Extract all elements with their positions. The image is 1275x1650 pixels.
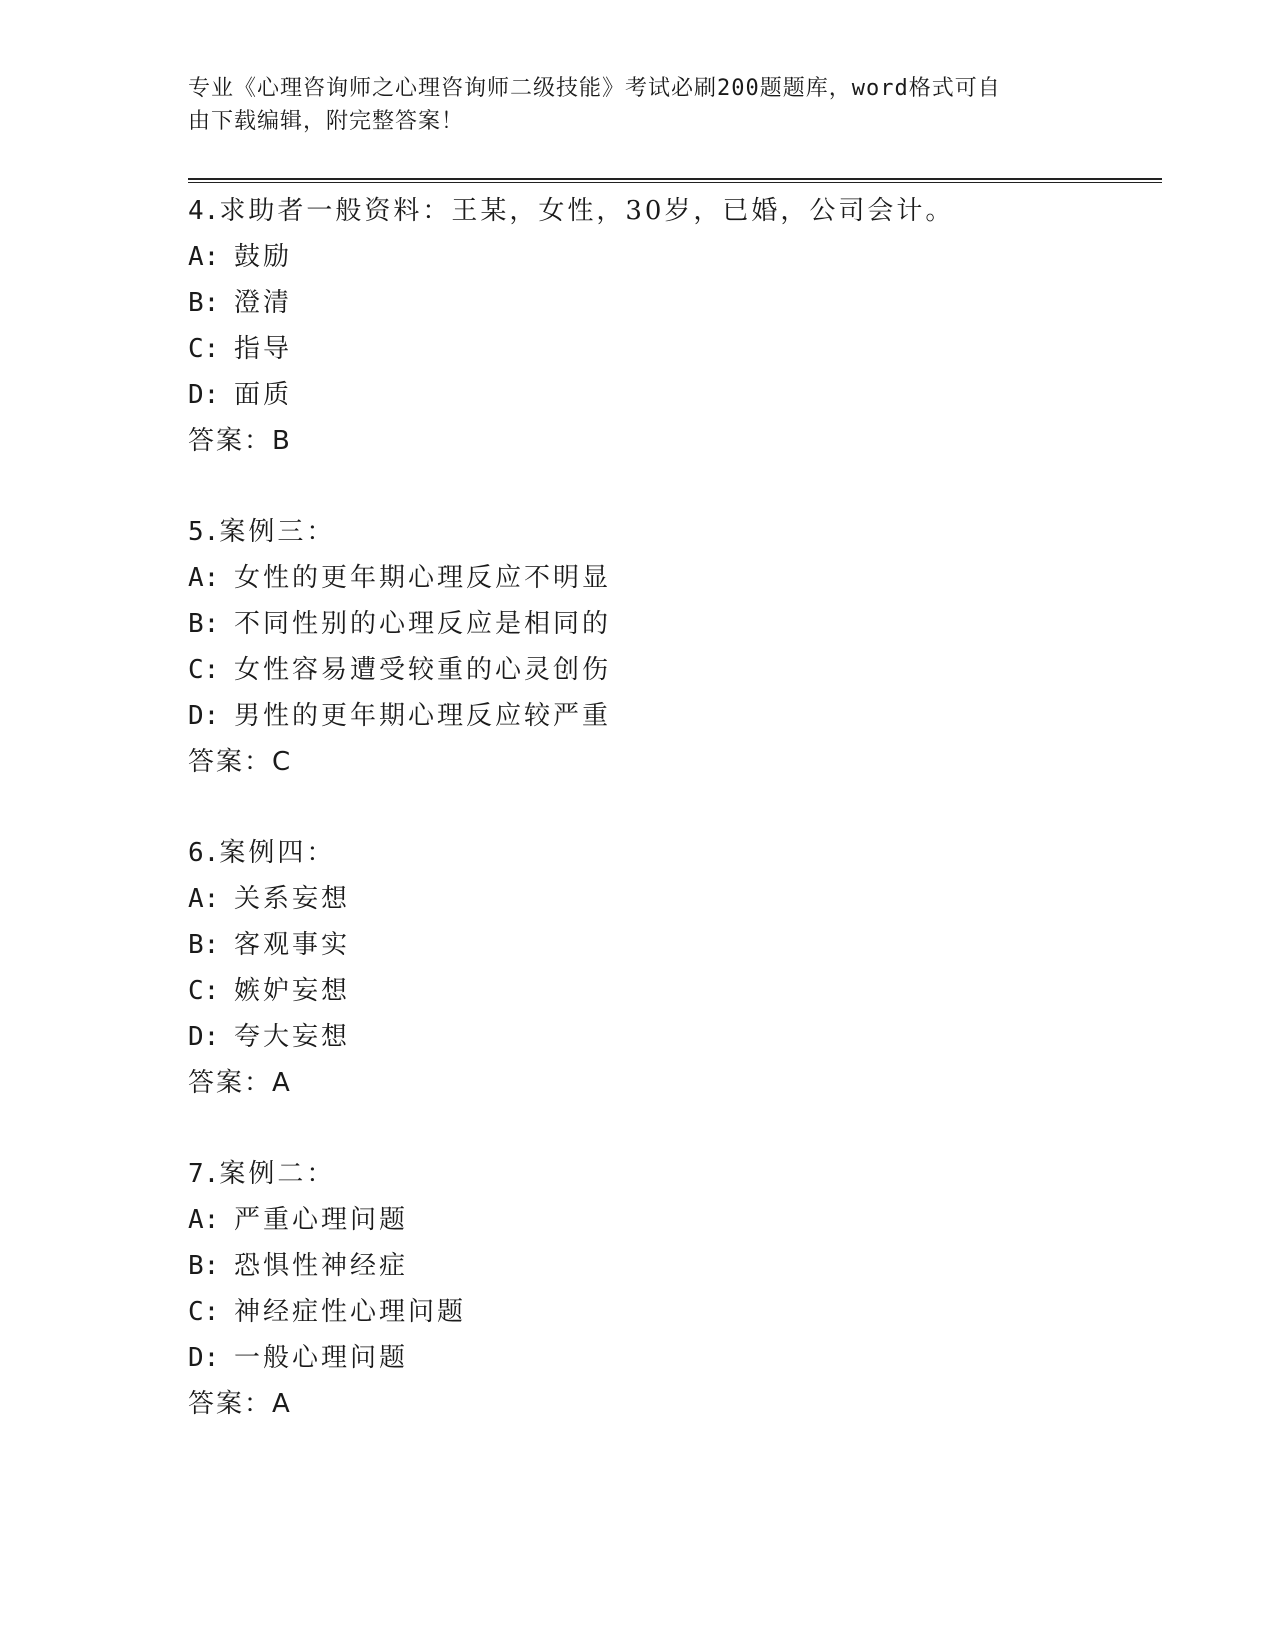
option-text: 男性的更年期心理反应较严重	[234, 701, 612, 731]
option-c	[188, 647, 1162, 693]
question-text: 求助者一般资料：王某，女性，30岁，已婚，公司会计。	[219, 196, 955, 226]
option-a	[188, 1197, 1162, 1243]
question-text: 案例三：	[219, 517, 336, 547]
question-text: 案例四：	[219, 838, 336, 868]
question-stem	[188, 188, 1162, 234]
option-d	[188, 1014, 1162, 1060]
option-letter: D:	[188, 1022, 220, 1052]
answer-line: 答案：B	[188, 426, 292, 456]
header-divider	[188, 178, 1162, 183]
question-5	[188, 509, 1162, 785]
question-number: 5.	[188, 517, 220, 547]
option-letter: C:	[188, 976, 220, 1006]
option-text: 面质	[234, 380, 293, 410]
question-number: 6.	[188, 838, 220, 868]
option-c	[188, 968, 1162, 1014]
question-6	[188, 830, 1162, 1106]
option-c	[188, 1289, 1162, 1335]
option-b	[188, 922, 1162, 968]
option-letter: A:	[188, 884, 220, 914]
option-text: 一般心理问题	[234, 1343, 409, 1373]
option-text: 恐惧性神经症	[234, 1251, 409, 1281]
question-text: 案例二：	[219, 1159, 336, 1189]
option-a	[188, 555, 1162, 601]
option-text: 严重心理问题	[234, 1205, 409, 1235]
option-letter: C:	[188, 1297, 220, 1327]
document-header	[188, 72, 1068, 138]
option-b	[188, 1243, 1162, 1289]
question-number: 4.	[188, 196, 220, 226]
option-c	[188, 326, 1162, 372]
question-7	[188, 1151, 1162, 1427]
option-text: 不同性别的心理反应是相同的	[234, 609, 612, 639]
option-d	[188, 693, 1162, 739]
option-text: 鼓励	[234, 242, 293, 272]
option-d	[188, 1335, 1162, 1381]
answer-line: 答案：A	[188, 1068, 292, 1098]
answer-line: 答案：A	[188, 1389, 292, 1419]
option-letter: B:	[188, 930, 220, 960]
option-text: 夸大妄想	[234, 1022, 351, 1052]
answer-line: 答案：C	[188, 747, 293, 777]
option-a	[188, 234, 1162, 280]
option-text: 指导	[234, 334, 293, 364]
question-stem	[188, 830, 1162, 876]
question-number: 7.	[188, 1159, 220, 1189]
option-letter: D:	[188, 701, 220, 731]
option-letter: A:	[188, 242, 220, 272]
option-letter: D:	[188, 380, 220, 410]
option-letter: B:	[188, 288, 220, 318]
question-stem	[188, 1151, 1162, 1197]
option-b	[188, 280, 1162, 326]
header-line-2: 由下载编辑，附完整答案！	[188, 109, 465, 134]
option-b	[188, 601, 1162, 647]
option-text: 关系妄想	[234, 884, 351, 914]
option-d	[188, 372, 1162, 418]
option-letter: C:	[188, 655, 220, 685]
option-text: 客观事实	[234, 930, 351, 960]
option-text: 神经症性心理问题	[234, 1297, 467, 1327]
option-letter: C:	[188, 334, 220, 364]
option-a	[188, 876, 1162, 922]
option-letter: A:	[188, 563, 220, 593]
question-4	[188, 188, 1162, 464]
option-text: 澄清	[234, 288, 293, 318]
option-text: 女性容易遭受较重的心灵创伤	[234, 655, 612, 685]
option-letter: B:	[188, 609, 220, 639]
option-text: 嫉妒妄想	[234, 976, 351, 1006]
header-line-1: 专业《心理咨询师之心理咨询师二级技能》考试必刷200题题库，word格式可自	[188, 76, 1001, 101]
option-letter: A:	[188, 1205, 220, 1235]
question-stem	[188, 509, 1162, 555]
option-letter: B:	[188, 1251, 220, 1281]
option-letter: D:	[188, 1343, 220, 1373]
question-list	[188, 188, 1162, 1472]
option-text: 女性的更年期心理反应不明显	[234, 563, 612, 593]
